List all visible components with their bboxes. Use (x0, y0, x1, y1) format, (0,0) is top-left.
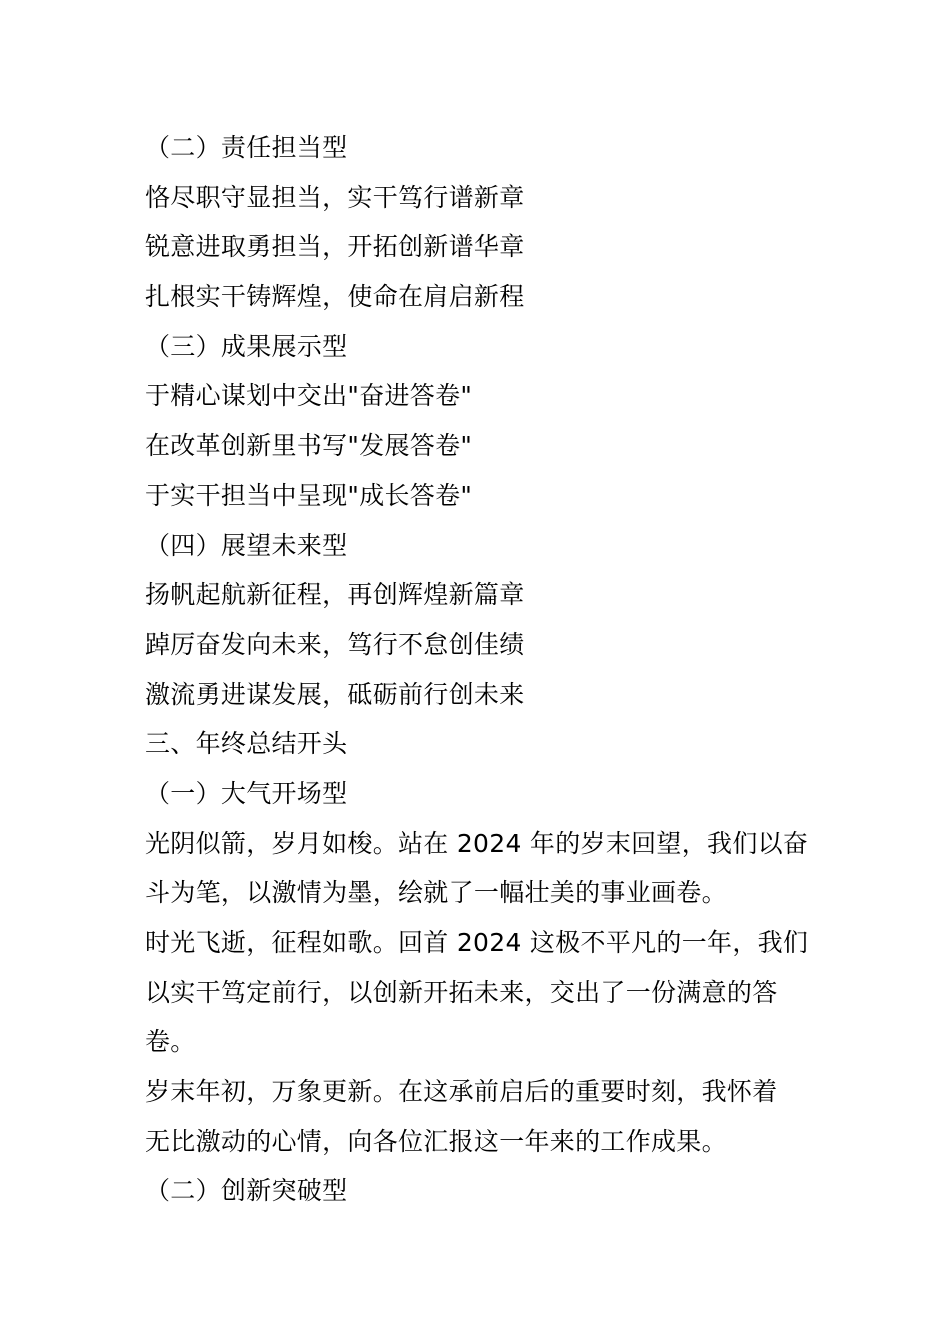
text-line: 以实干笃定前行，以创新开拓未来，交出了一份满意的答 (145, 977, 778, 1007)
section-heading: （四）展望未来型 (145, 530, 348, 560)
text-line: 锐意进取勇担当，开拓创新谱华章 (145, 232, 525, 262)
text-line: 扎根实干铸辉煌，使命在肩启新程 (145, 282, 525, 312)
text-line: 恪尽职守显担当，实干笃行谱新章 (145, 182, 525, 212)
text-line: 踔厉奋发向未来，笃行不怠创佳绩 (145, 629, 525, 659)
section-heading: （二）责任担当型 (145, 133, 348, 162)
text-line: 无比激动的心情，向各位汇报这一年来的工作成果。 (145, 1126, 727, 1156)
text-line: 斗为笔，以激情为墨，绘就了一幅壮美的事业画卷。 (145, 878, 727, 908)
text-line: 扬帆起航新征程，再创辉煌新篇章 (145, 580, 525, 610)
text-line: 光阴似箭，岁月如梭。站在 2024 年的岁末回望，我们以奋 (145, 828, 809, 858)
document-body (145, 123, 825, 1216)
section-heading: （一）大气开场型 (145, 778, 348, 808)
text-line: 时光飞逝，征程如歌。回首 2024 这极不平凡的一年，我们 (145, 928, 809, 957)
text-line: 激流勇进谋发展，砥砺前行创未来 (145, 679, 525, 709)
text-line: 岁末年初，万象更新。在这承前启后的重要时刻，我怀着 (145, 1077, 778, 1107)
text-line: 在改革创新里书写"发展答卷" (145, 431, 473, 461)
text-line: 卷。 (145, 1027, 196, 1057)
section-heading: （二）创新突破型 (145, 1176, 348, 1206)
text-line: 于实干担当中呈现"成长答卷" (145, 480, 473, 510)
section-heading: 三、年终总结开头 (145, 729, 348, 759)
text-line: 于精心谋划中交出"奋进答卷" (145, 381, 473, 411)
section-heading: （三）成果展示型 (145, 331, 348, 361)
